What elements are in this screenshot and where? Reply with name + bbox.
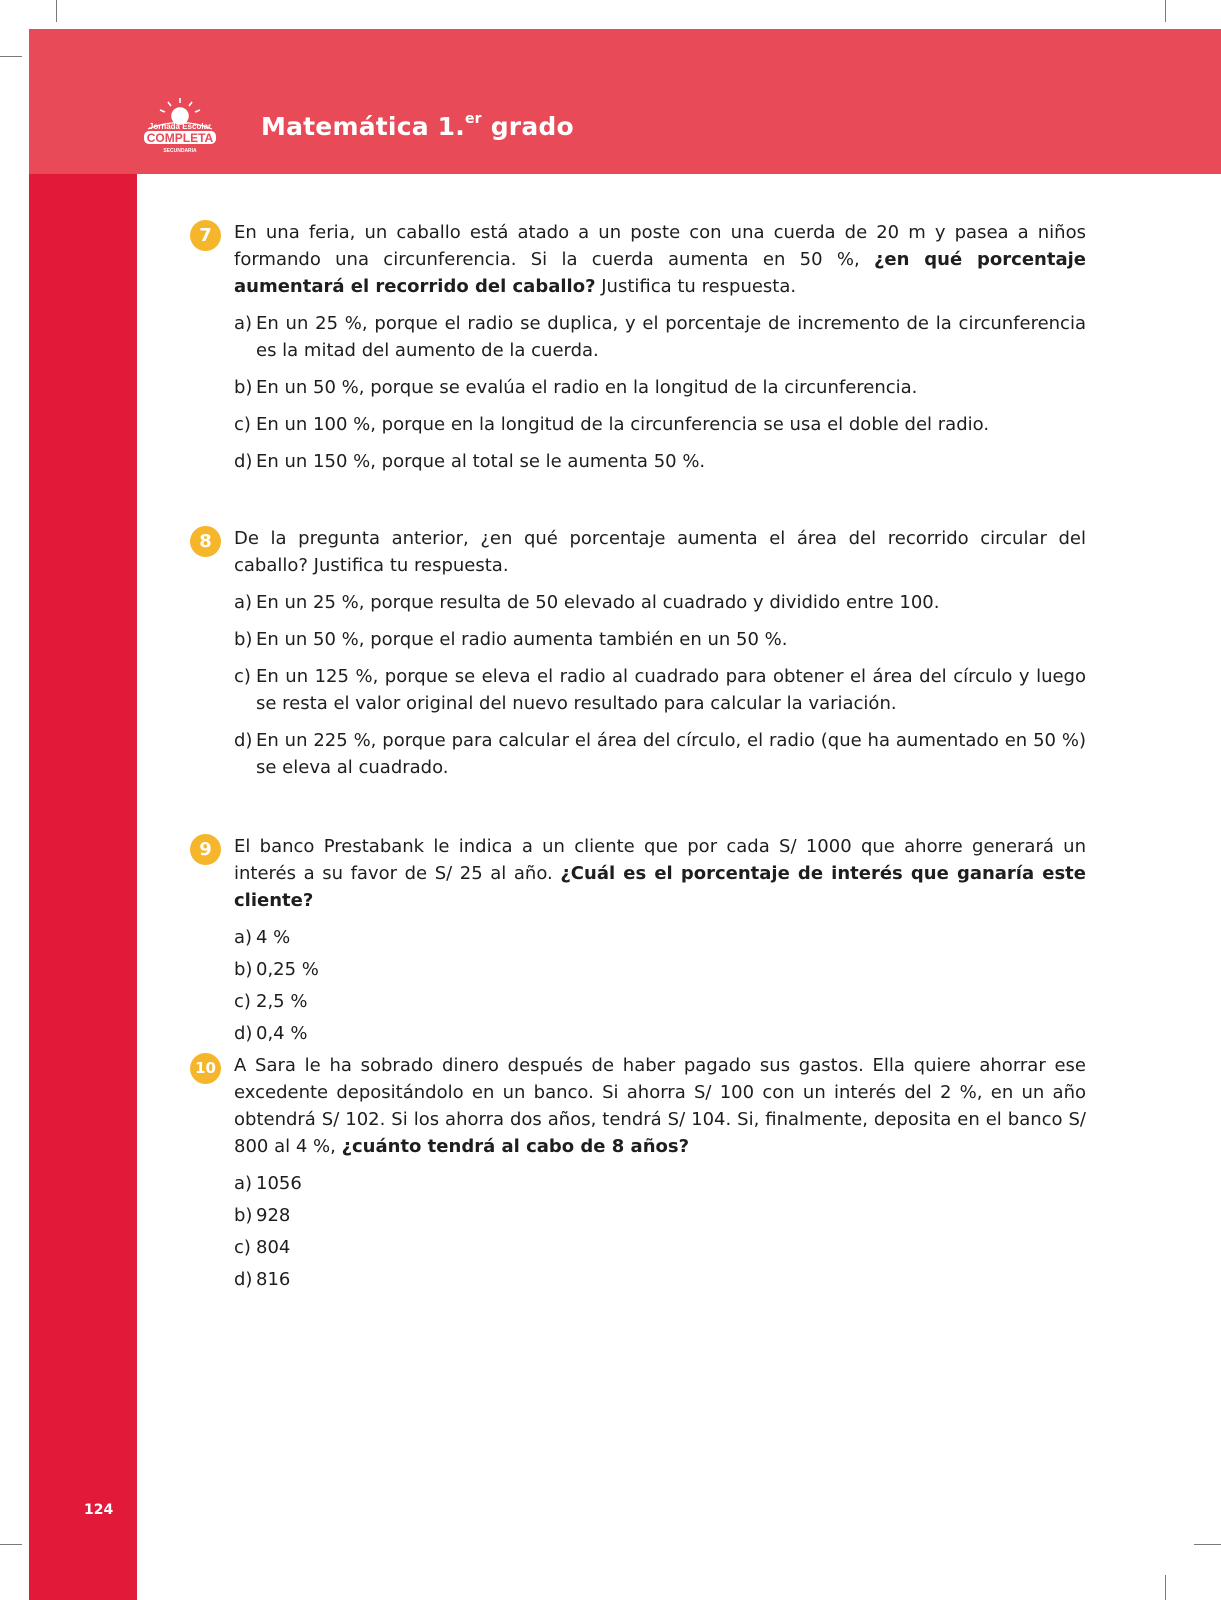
logo-line3: SECUNDARIA bbox=[163, 148, 197, 154]
option-d[interactable]: d) En un 225 %, porque para calcular el área del círculo, el radio (que ha aumentado en 50 %) se eleva al cuadrado. bbox=[234, 730, 1086, 778]
question-7 bbox=[199, 219, 1086, 475]
option-b[interactable]: b) En un 50 %, porque el radio aumenta también en un 50 %. bbox=[234, 629, 788, 650]
question-text: El banco Prestabank le indica a un cliente que por cada S/ 1000 que ahorre generará un interés a su favor de S/ 25 al año. ¿Cuál es el porcentaje de interés que ganaría este cliente? bbox=[234, 836, 1086, 911]
crop-mark bbox=[1165, 1575, 1166, 1600]
title-main: Matemática 1. bbox=[261, 112, 465, 141]
side-band bbox=[29, 174, 137, 1600]
option-c[interactable]: c) En un 125 %, porque se eleva el radio al cuadrado para obtener el área del círculo y luego se resta el valor original del nuevo resultado para calcular la variación. bbox=[234, 666, 1086, 714]
logo-line1: Jornada Escolar bbox=[148, 122, 212, 131]
option-b[interactable]: b) 0,25 % bbox=[234, 959, 319, 980]
title-tail: grado bbox=[481, 112, 574, 141]
question-number-badge: 8 bbox=[190, 526, 221, 557]
crop-mark bbox=[1165, 0, 1166, 22]
logo-line2: COMPLETA bbox=[146, 131, 214, 145]
option-d[interactable]: d) 0,4 % bbox=[234, 1023, 308, 1044]
question-8 bbox=[199, 525, 1086, 781]
question-number-badge: 10 bbox=[190, 1053, 221, 1084]
crop-mark bbox=[1194, 1544, 1221, 1545]
question-10 bbox=[195, 1052, 1086, 1293]
option-c[interactable]: c) 804 bbox=[234, 1237, 291, 1258]
crop-mark bbox=[0, 56, 22, 57]
crop-mark bbox=[0, 1544, 22, 1545]
crop-mark bbox=[56, 0, 57, 22]
question-text: A Sara le ha sobrado dinero después de haber pagado sus gastos. Ella quiere ahorrar ese excedente depositándolo en un banco. Si ahorra S/ 100 con un interés del 2 %, en un año obtendrá S/ 102. Si los ahorra dos años, tendrá S/ 104. Si, finalmente, deposita en el banco S/ 800 al 4 %, ¿cuánto tendrá al cabo de 8 años? bbox=[234, 1055, 1086, 1157]
question-number-badge: 7 bbox=[190, 220, 221, 251]
option-a[interactable]: a) 1056 bbox=[234, 1173, 302, 1194]
page-title bbox=[261, 112, 574, 141]
option-a[interactable]: a) 4 % bbox=[234, 927, 291, 948]
option-d[interactable]: d) En un 150 %, porque al total se le aumenta 50 %. bbox=[234, 451, 706, 472]
option-c[interactable]: c) En un 100 %, porque en la longitud de la circunferencia se usa el doble del radio. bbox=[234, 414, 990, 435]
question-text: En una feria, un caballo está atado a un poste con una cuerda de 20 m y pasea a niños formando una circunferencia. Si la cuerda aumenta en 50 %, ¿en qué porcentaje aumentará el recorrido del caballo? Justifica tu respuesta. bbox=[234, 222, 1086, 297]
option-b[interactable]: b) 928 bbox=[234, 1205, 291, 1226]
question-number-badge: 9 bbox=[190, 834, 221, 865]
option-d[interactable]: d) 816 bbox=[234, 1269, 291, 1290]
option-b[interactable]: b) En un 50 %, porque se evalúa el radio en la longitud de la circunferencia. bbox=[234, 377, 918, 398]
option-c[interactable]: c) 2,5 % bbox=[234, 991, 308, 1012]
option-a[interactable]: a) En un 25 %, porque el radio se duplica, y el porcentaje de incremento de la circunferencia es la mitad del aumento de la cuerda. bbox=[234, 313, 1086, 361]
question-9 bbox=[199, 833, 1086, 1047]
option-a[interactable]: a) En un 25 %, porque resulta de 50 elevado al cuadrado y dividido entre 100. bbox=[234, 592, 940, 613]
page-number: 124 bbox=[84, 1502, 114, 1518]
question-text: De la pregunta anterior, ¿en qué porcentaje aumenta el área del recorrido circular del caballo? Justifica tu respuesta. bbox=[234, 528, 1086, 576]
jornada-escolar-logo bbox=[140, 96, 220, 156]
title-sup: er bbox=[464, 110, 482, 127]
